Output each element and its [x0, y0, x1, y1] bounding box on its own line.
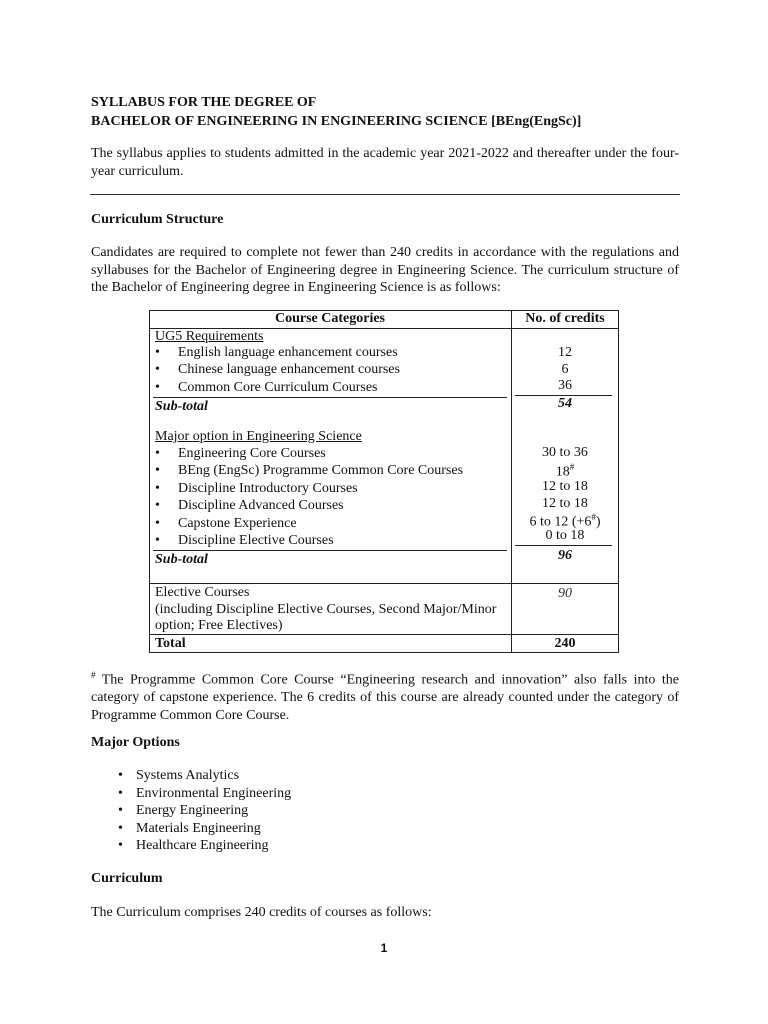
major-title: Major option in Engineering Science [155, 429, 362, 444]
ug5-item-label: Chinese language enhancement courses [178, 362, 400, 377]
total-value: 240 [554, 636, 576, 651]
major-credit: 18# [555, 462, 575, 480]
elective-credit: 90 [558, 586, 572, 601]
horizontal-divider [90, 194, 680, 195]
ug5-subtotal-line [153, 397, 507, 398]
major-credit: 0 to 18 [545, 528, 585, 543]
major-credit: 30 to 36 [542, 445, 588, 460]
bullet-icon: • [155, 481, 160, 496]
major-subtotal-label: Sub-total [155, 552, 208, 567]
elective-line-2: (including Discipline Elective Courses, Second Major/Minor [155, 602, 497, 617]
intro-paragraph: The syllabus applies to students admitted in the academic year 2021-2022 and thereafter under the four-year curriculum. [91, 146, 679, 179]
major-option-label: Environmental Engineering [136, 786, 292, 801]
major-subtotal-line [153, 550, 507, 551]
elective-line-3: option; Free Electives) [155, 618, 283, 633]
footnote-mark: # [91, 670, 96, 680]
bullet-icon: • [118, 786, 123, 801]
ug5-item-label: English language enhancement courses [178, 345, 398, 360]
curriculum-structure-paragraph: Candidates are required to complete not fewer than 240 credits in accordance with the regulations and syllabuses for the Bachelor of Engineering degree in Engineering Science. The curriculum structure of the Bachelor of Engineering degree in Engineering Science is as follows: [91, 245, 679, 295]
bullet-icon: • [118, 803, 123, 818]
title-line-2: BACHELOR OF ENGINEERING IN ENGINEERING SCIENCE [BEng(EngSc)] [91, 114, 582, 129]
major-item-label: Capstone Experience [178, 516, 297, 531]
major-subtotal-credit-line [515, 545, 612, 546]
bullet-icon: • [155, 362, 160, 377]
elective-line-1: Elective Courses [155, 585, 250, 600]
col-header-categories: Course Categories [274, 311, 386, 326]
footnote-text: The Programme Common Core Course “Engineering research and innovation” also falls into the category of capstone experience. The 6 credits of this course are already counted under the category of Programme Common Core Course. [91, 672, 679, 723]
bullet-icon: • [118, 838, 123, 853]
curriculum-heading: Curriculum [91, 871, 163, 886]
bullet-icon: • [155, 498, 160, 513]
major-item-label: BEng (EngSc) Programme Common Core Courses [178, 463, 464, 478]
major-credit: 12 to 18 [542, 496, 588, 511]
bullet-icon: • [155, 533, 160, 548]
col-header-credits: No. of credits [525, 311, 605, 326]
total-label: Total [155, 636, 186, 651]
ug5-credit: 6 [561, 362, 569, 377]
major-option-label: Healthcare Engineering [136, 838, 269, 853]
bullet-icon: • [155, 463, 160, 478]
page-number: 1 [380, 941, 388, 955]
ug5-title: UG5 Requirements [155, 329, 264, 344]
major-option-label: Materials Engineering [136, 821, 261, 836]
ug5-item-label: Common Core Curriculum Courses [178, 380, 378, 395]
table-row-divider [149, 583, 619, 584]
major-options-heading: Major Options [91, 735, 180, 750]
major-item-label: Discipline Elective Courses [178, 533, 334, 548]
curriculum-structure-heading: Curriculum Structure [91, 212, 224, 227]
ug5-credit: 12 [558, 345, 572, 360]
major-option-label: Systems Analytics [136, 768, 240, 783]
major-option-label: Energy Engineering [136, 803, 249, 818]
major-credit: 6 to 12 (+6#) [529, 512, 601, 530]
bullet-icon: • [155, 516, 160, 531]
major-subtotal-value: 96 [558, 548, 572, 563]
title-line-1: SYLLABUS FOR THE DEGREE OF [91, 95, 317, 110]
footnote [91, 667, 679, 724]
table-total-divider [149, 634, 619, 635]
ug5-subtotal-label: Sub-total [155, 399, 208, 414]
major-item-label: Engineering Core Courses [178, 446, 326, 461]
bullet-icon: • [155, 380, 160, 395]
credits-table [149, 310, 619, 653]
ug5-credit: 36 [558, 378, 572, 393]
ug5-subtotal-value: 54 [558, 396, 572, 411]
major-item-label: Discipline Advanced Courses [178, 498, 344, 513]
curriculum-paragraph: The Curriculum comprises 240 credits of courses as follows: [91, 905, 432, 920]
bullet-icon: • [155, 345, 160, 360]
bullet-icon: • [118, 821, 123, 836]
bullet-icon: • [118, 768, 123, 783]
major-credit: 12 to 18 [542, 479, 588, 494]
major-item-label: Discipline Introductory Courses [178, 481, 358, 496]
document-title [91, 93, 581, 131]
bullet-icon: • [155, 446, 160, 461]
